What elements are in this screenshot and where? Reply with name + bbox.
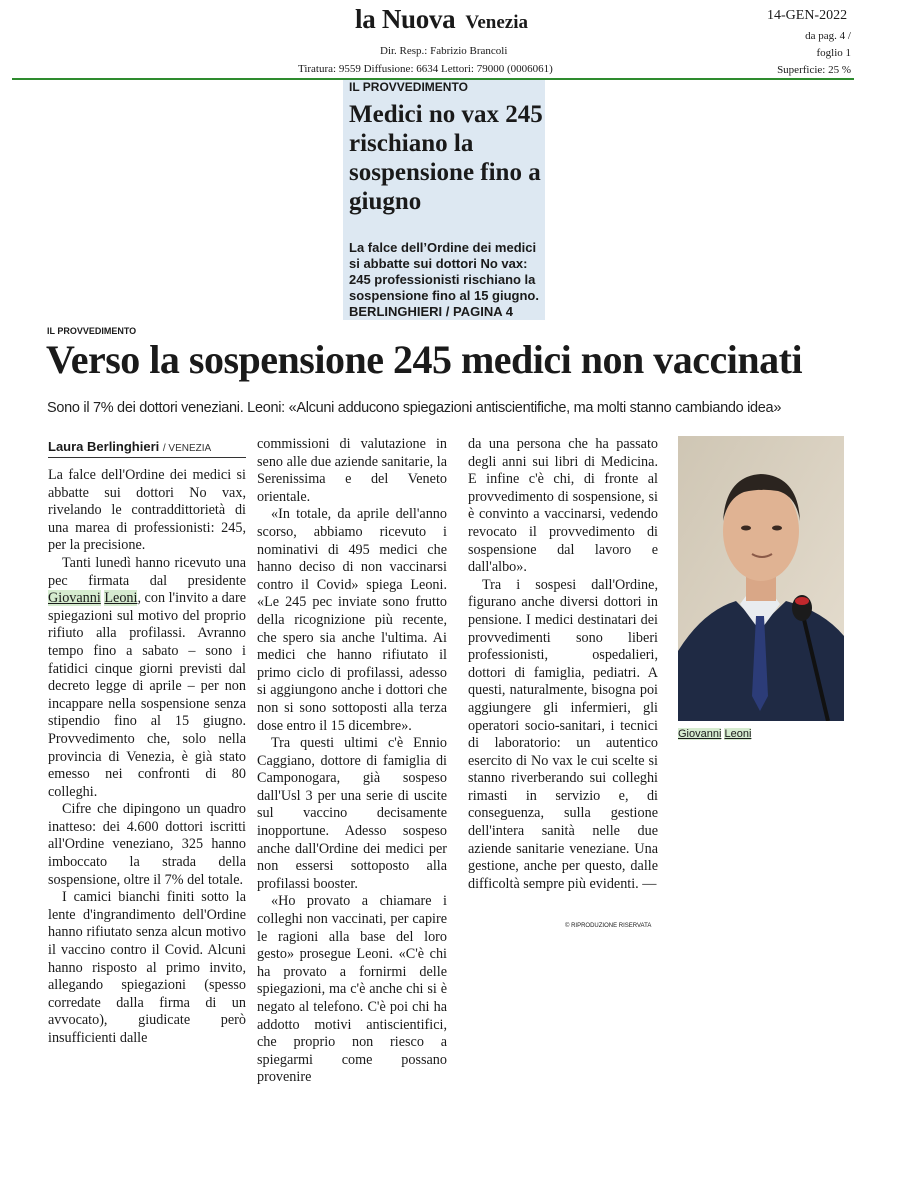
caption-name: Giovanni — [678, 728, 722, 740]
article-subhead: Sono il 7% dei dottori veneziani. Leoni: «Alcuni adducono spiegazioni antiscientifiche, ma molti stanno cambiando idea» — [47, 400, 782, 416]
byline — [48, 439, 211, 454]
teaser-title: Medici no vax 245 rischiano la sospensione fino a giugno — [349, 101, 543, 215]
article-kicker: IL PROVVEDIMENTO — [47, 326, 137, 336]
paragraph-text: Tanti lunedì hanno ricevuto una pec firmata dal presidente — [48, 554, 246, 589]
author-name: Laura Berlinghieri — [48, 439, 160, 454]
caption-surname: Leoni — [724, 728, 752, 740]
copyright-notice: © RIPRODUZIONE RISERVATA — [565, 923, 652, 929]
article-column-1 — [48, 467, 246, 1048]
page-ref: da pag. 4 / — [805, 30, 851, 42]
circulation-line: Tiratura: 9559 Diffusione: 6634 Lettori: 79000 (0006061) — [298, 63, 553, 75]
teaser-body: La falce dell’Ordine dei medici si abbatte sui dottori No vax: 245 professionisti rischiano la sospensione fino al 15 giugno. — [349, 240, 539, 303]
teaser-text — [349, 240, 545, 320]
paragraph: «Ho provato a chiamare i colleghi non vaccinati, per capire le ragioni alla base del loro gesto» prosegue Leoni. «C'è chi ha provato a fornirmi delle spiegazioni, ma c'è anche chi si è negato al telefono. C'è poi chi ha addotto motivi antiscientifici, che proprio non riesco a spiegarmi come possano provenire — [257, 893, 447, 1086]
article-headline: Verso la sospensione 245 medici non vaccinati — [46, 337, 803, 382]
paragraph: Tra questi ultimi c'è Ennio Caggiano, dottore di famiglia di Camponogara, già sospeso dall'Usl 3 per una serie di uscite sul vaccino decisamente inopportune. Adesso sospeso anche dall'Ordine dei medici per non essersi sottoposto alla profilassi booster. — [257, 735, 447, 892]
masthead-name: la Nuova — [355, 4, 456, 34]
byline-rule — [48, 457, 246, 458]
paragraph: da una persona che ha passato degli anni sui libri di Medicina. E infine c'è chi, di fronte al provvedimento di sospensione, si è convinto a vaccinarsi, vedendo revocato il provvedimento di sospensione dal lavoro e dall'albo». — [468, 436, 658, 576]
article-column-2 — [257, 436, 447, 1087]
teaser-kicker: IL PROVVEDIMENTO — [349, 80, 468, 94]
director-line: Dir. Resp.: Fabrizio Brancoli — [380, 45, 508, 57]
paragraph-text: , con l'invito a dare spiegazioni sul motivo del proprio rifiuto alla profilassi. Avranno tempo fino a sabato – sono i fatidici cinque giorni previsti dal decreto legge di aprile – per non incappare nella sospensione senza stipendio fino al 15 giugno. Provvedimento che, solo nella provincia di Venezia, è già stato emesso nei confronti di 80 colleghi. — [48, 590, 246, 800]
teaser-ref: BERLINGHIERI / PAGINA 4 — [349, 304, 513, 319]
paragraph: commissioni di valutazione in seno alle due aziende sanitarie, la Serenissima e del Veneto orientale. — [257, 436, 447, 505]
byline-location: / VENEZIA — [162, 443, 212, 454]
photo-caption — [678, 728, 751, 740]
paragraph: La falce dell'Ordine dei medici si abbatte sui dottori No vax, rivelando le contraddittorietà di una marea di professionisti: 245, per la precisione. — [48, 467, 246, 554]
masthead-city: Venezia — [465, 12, 528, 33]
issue-date: 14-GEN-2022 — [767, 8, 848, 23]
paragraph: Cifre che dipingono un quadro inatteso: dei 4.600 dottori iscritti all'Ordine veneziano, 325 hanno imboccato la strada della sospensione, oltre il 7% del totale. — [48, 801, 246, 888]
surface-ref: Superficie: 25 % — [777, 64, 851, 76]
paragraph — [48, 555, 246, 801]
paragraph: I camici bianchi finiti sotto la lente d'ingrandimento dell'Ordine hanno rifiutato senza alcun motivo il vaccino contro il Covid. Alcuni hanno risposto al primo invito, allegando spiegazioni (spesso corredate dalla firma di un avvocato), giudicate però insufficienti dalle — [48, 889, 246, 1046]
name-highlight: Leoni — [104, 590, 138, 607]
sheet-ref: foglio 1 — [816, 47, 851, 59]
article-column-3 — [468, 436, 658, 893]
masthead — [355, 4, 528, 35]
portrait-photo — [678, 436, 844, 721]
paragraph: «In totale, da aprile dell'anno scorso, abbiamo ricevuto i nominativi di 495 medici che hanno deciso di non vaccinarsi contro il Covid» spiega Leoni. «Le 245 pec inviate sono frutto della ricognizione più recente, che spero sia anche l'ultima. Ai medici che hanno rifiutato il primo ciclo di profilassi, adesso si aggiungono anche i dottori che non si sono sottoposti alla terza dose entro il 15 dicembre». — [257, 506, 447, 734]
paragraph: Tra i sospesi dall'Ordine, figurano anche diversi dottori in pensione. I medici destinatari dei provvedimenti sono liberi professionisti, ospedalieri, dottori di famiglia, pediatri. A questi, naturalmente, bisogna poi aggiungere gli infermieri, gli operatori socio-sanitari, i tecnici di laboratorio: un autentico esercito di No vax le cui scelte si stanno riverberando sui colleghi rimasti in servizio e, di conseguenza, sulla gestione dell'intera sanità nelle due aziende sanitarie veneziane. Una gestione, anche per questo, dalle difficoltà sempre più evidenti. — — [468, 576, 658, 892]
name-highlight: Giovanni — [48, 590, 101, 607]
